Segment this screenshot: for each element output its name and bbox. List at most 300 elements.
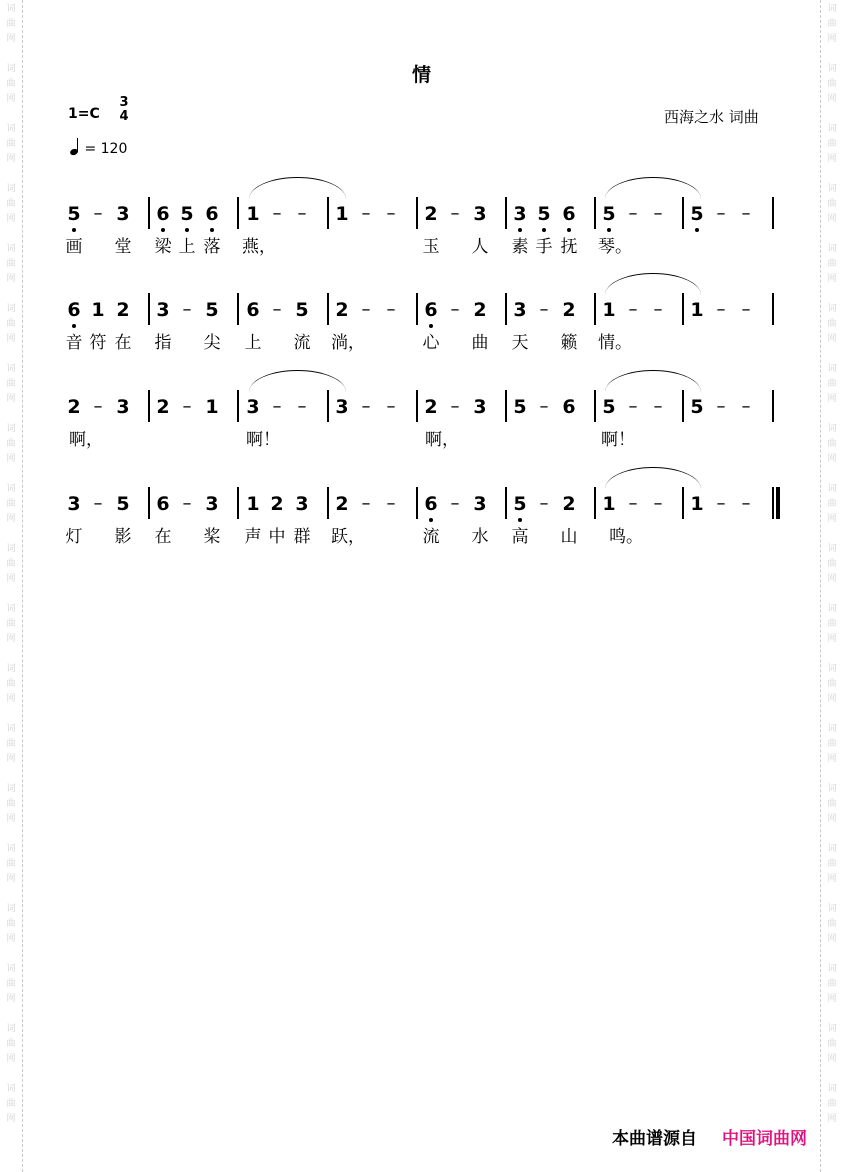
barline	[682, 487, 684, 519]
lyric-syllable: 啊！	[246, 430, 280, 450]
note: 3	[513, 299, 527, 321]
note: 5	[690, 203, 704, 225]
watermark-glyph: 词	[6, 964, 16, 974]
watermark-glyph: 网	[6, 694, 16, 704]
sustain-dash: –	[450, 396, 460, 417]
note: 2	[270, 493, 284, 515]
lyric-syllable: 山	[560, 527, 578, 547]
watermark-glyph: 词	[6, 784, 16, 794]
barline	[148, 197, 150, 229]
sustain-dash: –	[628, 299, 638, 320]
watermark-glyph: 词	[6, 484, 16, 494]
watermark-glyph: 网	[827, 1114, 837, 1124]
barline	[148, 487, 150, 519]
tempo-value: = 120	[84, 141, 128, 157]
score-line-2	[0, 299, 843, 389]
watermark-glyph: 曲	[827, 79, 837, 89]
barline	[416, 197, 418, 229]
lyric-syllable: 淌，	[331, 333, 365, 353]
note: 6	[424, 299, 438, 321]
final-barline	[772, 293, 774, 325]
footer-site-name[interactable]: 中国词曲网	[722, 1129, 807, 1149]
lyric-syllable: 桨	[203, 527, 221, 547]
note: 5	[602, 203, 616, 225]
lyric-syllable: 鸣。	[609, 527, 643, 547]
watermark-glyph: 网	[6, 94, 16, 104]
watermark-glyph: 曲	[827, 1039, 837, 1049]
note: 3	[473, 396, 487, 418]
sustain-dash: –	[716, 396, 726, 417]
lyric-syllable: 素	[511, 237, 529, 257]
watermark-glyph: 词	[6, 724, 16, 734]
watermark-glyph: 曲	[6, 1099, 16, 1109]
sustain-dash: –	[653, 493, 663, 514]
note: 6	[156, 203, 170, 225]
note: 1	[335, 203, 349, 225]
barline	[505, 293, 507, 325]
watermark-glyph: 词	[827, 544, 837, 554]
note: 2	[424, 203, 438, 225]
sustain-dash: –	[297, 396, 307, 417]
note: 5	[116, 493, 130, 515]
sustain-dash: –	[361, 299, 371, 320]
lyric-syllable: 情。	[598, 333, 632, 353]
note: 3	[156, 299, 170, 321]
note: 3	[513, 203, 527, 225]
note: 1	[246, 203, 260, 225]
lyric-syllable: 尖	[203, 333, 221, 353]
barline	[416, 487, 418, 519]
watermark-glyph: 曲	[6, 919, 16, 929]
sustain-dash: –	[361, 396, 371, 417]
watermark-glyph: 曲	[6, 199, 16, 209]
watermark-glyph: 词	[6, 904, 16, 914]
watermark-glyph: 网	[827, 694, 837, 704]
lower-octave-dot	[695, 228, 699, 232]
watermark-glyph: 曲	[827, 199, 837, 209]
note: 1	[246, 493, 260, 515]
sustain-dash: –	[182, 299, 192, 320]
watermark-glyph: 网	[827, 814, 837, 824]
note: 5	[602, 396, 616, 418]
note: 5	[180, 203, 194, 225]
lyric-syllable: 高	[511, 527, 529, 547]
sustain-dash: –	[386, 493, 396, 514]
sustain-dash: –	[93, 203, 103, 224]
lyric-syllable: 上	[244, 333, 262, 353]
watermark-glyph: 网	[6, 814, 16, 824]
watermark-glyph: 曲	[827, 799, 837, 809]
watermark-glyph: 曲	[6, 799, 16, 809]
barline	[327, 390, 329, 422]
lyric-syllable: 玉	[422, 237, 440, 257]
note: 2	[156, 396, 170, 418]
watermark-glyph: 曲	[827, 499, 837, 509]
watermark-glyph: 曲	[827, 379, 837, 389]
sustain-dash: –	[741, 493, 751, 514]
lyric-syllable: 在	[154, 527, 172, 547]
watermark-glyph: 词	[827, 244, 837, 254]
watermark-glyph: 网	[6, 1054, 16, 1064]
note: 2	[335, 493, 349, 515]
watermark-glyph: 网	[827, 514, 837, 524]
composer-credit: 西海之水 词曲	[664, 108, 759, 126]
score-line-3	[0, 396, 843, 486]
watermark-glyph: 网	[6, 334, 16, 344]
watermark-glyph: 网	[827, 154, 837, 164]
sustain-dash: –	[716, 203, 726, 224]
watermark-glyph: 曲	[6, 679, 16, 689]
watermark-glyph: 词	[827, 64, 837, 74]
watermark-glyph: 曲	[6, 139, 16, 149]
lyric-syllable: 啊，	[69, 430, 103, 450]
lower-octave-dot	[72, 228, 76, 232]
watermark-glyph: 网	[827, 274, 837, 284]
barline	[416, 293, 418, 325]
note: 3	[473, 203, 487, 225]
note: 6	[424, 493, 438, 515]
score-line-4	[0, 493, 843, 583]
lower-octave-dot	[518, 518, 522, 522]
watermark-glyph: 曲	[6, 619, 16, 629]
watermark-glyph: 曲	[827, 1099, 837, 1109]
sustain-dash: –	[741, 203, 751, 224]
note: 6	[156, 493, 170, 515]
watermark-glyph: 词	[6, 1084, 16, 1094]
watermark-glyph: 词	[6, 1024, 16, 1034]
watermark-glyph: 词	[827, 904, 837, 914]
lyric-syllable: 音	[65, 333, 83, 353]
note: 2	[562, 299, 576, 321]
watermark-glyph: 词	[827, 184, 837, 194]
watermark-glyph: 曲	[6, 739, 16, 749]
barline	[416, 390, 418, 422]
lyric-syllable: 燕，	[242, 237, 276, 257]
final-barline-thick	[776, 487, 780, 519]
barline	[237, 390, 239, 422]
quarter-note-icon	[70, 138, 80, 156]
watermark-glyph: 词	[827, 604, 837, 614]
watermark-glyph: 词	[6, 424, 16, 434]
barline	[505, 197, 507, 229]
watermark-glyph: 网	[6, 994, 16, 1004]
note: 3	[205, 493, 219, 515]
watermark-glyph: 词	[6, 544, 16, 554]
sustain-dash: –	[628, 396, 638, 417]
sustain-dash: –	[450, 299, 460, 320]
key-signature: 1=C	[68, 106, 100, 122]
barline	[594, 390, 596, 422]
watermark-glyph: 曲	[827, 319, 837, 329]
barline	[505, 390, 507, 422]
lyric-syllable: 啊，	[425, 430, 459, 450]
lyric-syllable: 声	[244, 527, 262, 547]
lower-octave-dot	[518, 228, 522, 232]
note: 1	[690, 493, 704, 515]
final-barline	[772, 197, 774, 229]
note: 5	[295, 299, 309, 321]
note: 3	[116, 396, 130, 418]
note: 6	[205, 203, 219, 225]
watermark-glyph: 曲	[827, 859, 837, 869]
sustain-dash: –	[93, 396, 103, 417]
watermark-glyph: 网	[6, 634, 16, 644]
lower-octave-dot	[607, 228, 611, 232]
watermark-glyph: 曲	[827, 979, 837, 989]
lyric-syllable: 指	[154, 333, 172, 353]
watermark-glyph: 词	[6, 184, 16, 194]
barline	[327, 487, 329, 519]
watermark-glyph: 词	[6, 124, 16, 134]
note: 1	[205, 396, 219, 418]
watermark-glyph: 词	[827, 484, 837, 494]
watermark-glyph: 词	[827, 964, 837, 974]
lyric-syllable: 人	[471, 237, 489, 257]
note: 3	[116, 203, 130, 225]
note: 6	[246, 299, 260, 321]
watermark-glyph: 词	[827, 1084, 837, 1094]
watermark-glyph: 词	[827, 724, 837, 734]
watermark-glyph: 曲	[6, 19, 16, 29]
watermark-glyph: 曲	[827, 739, 837, 749]
final-barline	[772, 487, 774, 519]
lyric-syllable: 曲	[471, 333, 489, 353]
sustain-dash: –	[386, 203, 396, 224]
note: 5	[537, 203, 551, 225]
note: 3	[335, 396, 349, 418]
note: 3	[246, 396, 260, 418]
lyric-syllable: 上	[178, 237, 196, 257]
watermark-glyph: 词	[827, 424, 837, 434]
watermark-glyph: 网	[6, 34, 16, 44]
lower-octave-dot	[161, 228, 165, 232]
lyric-syllable: 符	[89, 333, 107, 353]
watermark-glyph: 曲	[6, 1039, 16, 1049]
lyric-syllable: 群	[293, 527, 311, 547]
time-signature	[117, 96, 131, 124]
watermark-glyph: 网	[6, 574, 16, 584]
watermark-glyph: 词	[827, 124, 837, 134]
lower-octave-dot	[72, 324, 76, 328]
lyric-syllable: 画	[65, 237, 83, 257]
watermark-glyph: 网	[827, 214, 837, 224]
note: 5	[67, 203, 81, 225]
watermark-glyph: 曲	[6, 979, 16, 989]
watermark-glyph: 网	[6, 754, 16, 764]
watermark-glyph: 网	[827, 394, 837, 404]
watermark-glyph: 曲	[827, 679, 837, 689]
watermark-glyph: 曲	[827, 259, 837, 269]
barline	[237, 487, 239, 519]
note: 2	[116, 299, 130, 321]
note: 5	[690, 396, 704, 418]
lyric-syllable: 手	[535, 237, 553, 257]
song-title: 情	[411, 64, 431, 86]
watermark-glyph: 词	[827, 784, 837, 794]
note: 6	[562, 203, 576, 225]
note: 2	[335, 299, 349, 321]
watermark-glyph: 网	[6, 274, 16, 284]
lyric-syllable: 籁	[560, 333, 578, 353]
watermark-glyph: 网	[827, 994, 837, 1004]
watermark-glyph: 词	[827, 304, 837, 314]
sustain-dash: –	[716, 493, 726, 514]
watermark-glyph: 网	[6, 874, 16, 884]
watermark-glyph: 网	[827, 634, 837, 644]
barline	[682, 390, 684, 422]
lower-octave-dot	[567, 228, 571, 232]
watermark-glyph: 词	[827, 364, 837, 374]
watermark-strip-left	[0, 0, 23, 1172]
note: 3	[473, 493, 487, 515]
sustain-dash: –	[653, 396, 663, 417]
lower-octave-dot	[429, 518, 433, 522]
watermark-glyph: 曲	[6, 259, 16, 269]
lower-octave-dot	[429, 324, 433, 328]
watermark-glyph: 网	[6, 154, 16, 164]
watermark-glyph: 网	[827, 94, 837, 104]
barline	[327, 197, 329, 229]
lyric-syllable: 心	[422, 333, 440, 353]
sustain-dash: –	[741, 299, 751, 320]
watermark-glyph: 曲	[6, 319, 16, 329]
watermark-glyph: 曲	[827, 139, 837, 149]
watermark-glyph: 网	[827, 934, 837, 944]
watermark-glyph: 词	[6, 4, 16, 14]
sustain-dash: –	[539, 299, 549, 320]
footer-source-label: 本曲谱源自	[612, 1129, 697, 1149]
barline	[237, 293, 239, 325]
sustain-dash: –	[93, 493, 103, 514]
note: 2	[67, 396, 81, 418]
lower-octave-dot	[210, 228, 214, 232]
barline	[682, 197, 684, 229]
watermark-glyph: 曲	[827, 19, 837, 29]
watermark-glyph: 曲	[827, 559, 837, 569]
sustain-dash: –	[361, 493, 371, 514]
note: 1	[602, 299, 616, 321]
sustain-dash: –	[386, 299, 396, 320]
note: 5	[513, 396, 527, 418]
watermark-glyph: 词	[6, 364, 16, 374]
watermark-glyph: 网	[6, 514, 16, 524]
sustain-dash: –	[361, 203, 371, 224]
watermark-glyph: 网	[6, 934, 16, 944]
note: 2	[424, 396, 438, 418]
watermark-glyph: 网	[6, 394, 16, 404]
watermark-glyph: 网	[827, 454, 837, 464]
sustain-dash: –	[539, 493, 549, 514]
barline	[594, 293, 596, 325]
lyric-syllable: 中	[268, 527, 286, 547]
tie-slur	[249, 177, 346, 199]
watermark-glyph: 网	[827, 334, 837, 344]
lyric-syllable: 琴。	[598, 237, 632, 257]
sustain-dash: –	[182, 396, 192, 417]
lyric-syllable: 天	[511, 333, 529, 353]
lyric-syllable: 啊！	[601, 430, 635, 450]
watermark-strip-right	[820, 0, 843, 1172]
note: 3	[295, 493, 309, 515]
lyric-syllable: 梁	[154, 237, 172, 257]
sustain-dash: –	[272, 396, 282, 417]
lyric-syllable: 抚	[560, 237, 578, 257]
sustain-dash: –	[741, 396, 751, 417]
watermark-glyph: 网	[6, 1114, 16, 1124]
sustain-dash: –	[272, 203, 282, 224]
lyric-syllable: 影	[114, 527, 132, 547]
time-signature-top: 3	[119, 95, 129, 110]
sustain-dash: –	[653, 203, 663, 224]
sustain-dash: –	[628, 493, 638, 514]
sustain-dash: –	[450, 493, 460, 514]
watermark-glyph: 网	[827, 874, 837, 884]
sustain-dash: –	[386, 396, 396, 417]
note: 2	[562, 493, 576, 515]
sustain-dash: –	[628, 203, 638, 224]
sustain-dash: –	[539, 396, 549, 417]
lower-octave-dot	[185, 228, 189, 232]
note: 5	[513, 493, 527, 515]
watermark-glyph: 网	[6, 454, 16, 464]
note: 1	[91, 299, 105, 321]
sustain-dash: –	[716, 299, 726, 320]
watermark-glyph: 曲	[6, 79, 16, 89]
watermark-glyph: 词	[827, 1024, 837, 1034]
note: 3	[67, 493, 81, 515]
lyric-syllable: 跃，	[331, 527, 365, 547]
score-line-1	[0, 203, 843, 293]
time-signature-bottom: 4	[119, 109, 129, 124]
watermark-glyph: 词	[827, 4, 837, 14]
barline	[505, 487, 507, 519]
barline	[682, 293, 684, 325]
watermark-glyph: 词	[6, 64, 16, 74]
watermark-glyph: 词	[6, 244, 16, 254]
watermark-glyph: 网	[827, 34, 837, 44]
note: 6	[67, 299, 81, 321]
watermark-glyph: 曲	[6, 439, 16, 449]
lyric-syllable: 灯	[65, 527, 83, 547]
watermark-glyph: 词	[6, 844, 16, 854]
barline	[327, 293, 329, 325]
barline	[594, 487, 596, 519]
watermark-glyph: 词	[827, 844, 837, 854]
barline	[148, 293, 150, 325]
watermark-glyph: 曲	[6, 379, 16, 389]
watermark-glyph: 曲	[6, 859, 16, 869]
watermark-glyph: 网	[827, 574, 837, 584]
watermark-glyph: 词	[827, 664, 837, 674]
watermark-glyph: 曲	[827, 919, 837, 929]
lyric-syllable: 水	[471, 527, 489, 547]
lyric-syllable: 流	[293, 333, 311, 353]
sustain-dash: –	[450, 203, 460, 224]
sustain-dash: –	[272, 299, 282, 320]
watermark-glyph: 曲	[827, 619, 837, 629]
sustain-dash: –	[653, 299, 663, 320]
lyric-syllable: 落	[203, 237, 221, 257]
watermark-glyph: 网	[827, 1054, 837, 1064]
lower-octave-dot	[542, 228, 546, 232]
tempo-marking	[70, 138, 127, 157]
watermark-glyph: 词	[6, 664, 16, 674]
lyric-syllable: 在	[114, 333, 132, 353]
watermark-glyph: 词	[6, 304, 16, 314]
note: 6	[562, 396, 576, 418]
watermark-glyph: 曲	[6, 499, 16, 509]
watermark-glyph: 网	[827, 754, 837, 764]
